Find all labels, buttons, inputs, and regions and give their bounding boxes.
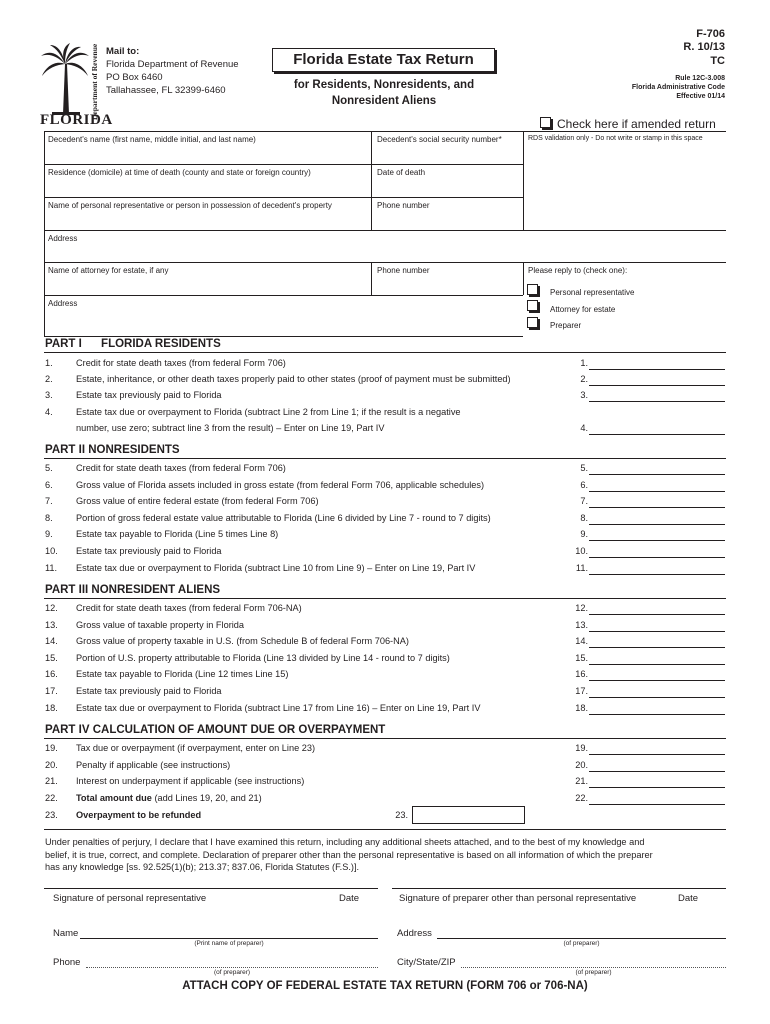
line-2-ref: 2. — [580, 374, 588, 384]
line-22-field[interactable] — [589, 804, 725, 805]
line-20-number: 20. — [45, 759, 58, 770]
line-12-text: Credit for state death taxes (from federal Form 706-NA) — [76, 603, 302, 613]
line-19-text: Tax due or overpayment (if overpayment, enter on Line 23) — [76, 743, 316, 753]
reply-option-attorney: Attorney for estate — [550, 305, 616, 314]
rep-name-label[interactable]: Name of personal representative or person in possession of decedent's property — [48, 201, 332, 210]
part1-heading — [45, 338, 221, 350]
florida-wordmark: FLORIDA — [40, 112, 113, 128]
line-11-field[interactable] — [589, 574, 725, 575]
declaration-rule — [44, 829, 726, 830]
line-17-ref: 17. — [575, 686, 588, 696]
preparer-name-label: Name — [53, 928, 79, 939]
part4-heading: PART IV CALCULATION OF AMOUNT DUE OR OVERPAYMENT — [45, 724, 386, 736]
line-1-number: 1. — [45, 358, 53, 368]
line-13-text: Gross value of taxable property in Florida — [76, 619, 245, 630]
line-11-text: Estate tax due or overpayment to Florida (subtract Line 10 from Line 9) – Enter on Line 19, Part IV — [76, 562, 476, 573]
line-10-ref: 10. — [575, 546, 588, 556]
of-preparer-hint-1: (of preparer) — [563, 940, 600, 947]
line-8-text: Portion of gross federal estate value attributable to Florida (Line 6 divided by Line 7 - round to 7 digits) — [76, 512, 491, 523]
declaration-text — [45, 836, 653, 874]
line-6-text: Gross value of Florida assets included in gross estate (from federal Form 706, applicable schedules) — [76, 479, 485, 490]
line-9-ref: 9. — [580, 529, 588, 540]
form-title-box — [272, 48, 495, 72]
line-10-field[interactable] — [589, 557, 725, 558]
line-20-ref: 20. — [575, 759, 588, 770]
sig-rep-date-label[interactable]: Date — [339, 893, 360, 904]
line-16-ref: 16. — [575, 669, 588, 680]
line-6-ref: 6. — [580, 479, 588, 490]
line-7-text: Gross value of entire federal estate (from federal Form 706) — [76, 496, 319, 507]
line-15-number: 15. — [45, 652, 58, 663]
line-18-ref: 18. — [575, 702, 588, 713]
part2-heading: PART II NONRESIDENTS — [45, 444, 180, 456]
line-17-text: Estate tax previously paid to Florida — [76, 686, 222, 696]
line-22-number: 22. — [45, 792, 58, 803]
line-9-field[interactable] — [589, 540, 725, 541]
line-18-number: 18. — [45, 702, 58, 713]
attorney-phone-label[interactable]: Phone number — [377, 266, 430, 275]
line-6-number: 6. — [45, 479, 53, 490]
declaration-line-3: has any knowledge [ss. 92.525(1)(b); 213.37; 837.06, Florida Statutes (F.S.)]. — [45, 862, 360, 872]
line-21-text: Interest on underpayment if applicable (see instructions) — [76, 776, 305, 787]
amended-label: Check here if amended return — [557, 117, 716, 131]
form-id-block — [632, 28, 725, 101]
mail-to-line2: PO Box 6460 — [106, 72, 163, 83]
line-8-field[interactable] — [589, 524, 725, 525]
line-1-field[interactable] — [589, 369, 725, 370]
part3-heading: PART III NONRESIDENT ALIENS — [45, 584, 221, 596]
footer-instruction: ATTACH COPY OF FEDERAL ESTATE TAX RETURN (FORM 706 or 706-NA) — [182, 980, 588, 992]
line-20-text: Penalty if applicable (see instructions) — [76, 759, 231, 770]
grid-rule-1 — [44, 164, 523, 165]
line-13-field[interactable] — [589, 631, 725, 632]
line-14-number: 14. — [45, 636, 58, 647]
part4-rule — [44, 738, 726, 739]
line-10-number: 10. — [45, 546, 58, 556]
grid-divider-3 — [371, 262, 372, 295]
part1-title: FLORIDA RESIDENTS — [101, 338, 221, 350]
line-13-ref: 13. — [575, 619, 588, 630]
reply-preparer-checkbox[interactable] — [527, 317, 538, 328]
grid-divider-2 — [523, 131, 524, 230]
rep-address-label[interactable]: Address — [48, 234, 78, 243]
line-4-field[interactable] — [589, 434, 725, 435]
date-of-death-label[interactable]: Date of death — [377, 168, 426, 177]
line-15-text: Portion of U.S. property attributable to Florida (Line 13 divided by Line 14 - round to 7 digits) — [76, 652, 450, 663]
line-5-text: Credit for state death taxes (from federal Form 706) — [76, 463, 286, 473]
reply-personal-rep-checkbox[interactable] — [527, 284, 538, 295]
line-3-number: 3. — [45, 390, 53, 400]
line-11-ref: 11. — [575, 562, 588, 573]
line-4-ref: 4. — [580, 423, 588, 433]
form-subtitle-2: Nonresident Aliens — [331, 95, 437, 107]
line-16-text: Estate tax payable to Florida (Line 12 times Line 15) — [76, 669, 289, 680]
line-23-text: Overpayment to be refunded — [76, 810, 202, 820]
mail-to-line1: Florida Department of Revenue — [106, 59, 239, 70]
line-7-ref: 7. — [580, 496, 588, 507]
line-3-text: Estate tax previously paid to Florida — [76, 390, 222, 400]
preparer-name-field[interactable] — [80, 938, 378, 939]
line-22-text — [76, 793, 262, 803]
form-code: TC — [710, 55, 725, 67]
line-3-ref: 3. — [580, 390, 588, 400]
decedent-ssn-label[interactable]: Decedent's social security number* — [377, 135, 502, 144]
part1-number: PART I — [45, 338, 82, 350]
line-6-field[interactable] — [589, 491, 725, 492]
line-21-ref: 21. — [575, 776, 588, 787]
part1-rule — [44, 352, 726, 353]
line-8-ref: 8. — [580, 512, 588, 523]
line-4-text-cont: number, use zero; subtract line 3 from the result) – Enter on Line 19, Part IV — [76, 423, 385, 433]
palm-tree-icon — [40, 42, 90, 116]
grid-rule-6 — [44, 336, 523, 337]
form-revision: R. 10/13 — [683, 41, 725, 53]
form-admin-code: Florida Administrative Code — [631, 84, 725, 91]
form-rule: Rule 12C-3.008 — [675, 75, 725, 82]
sig-rep-rule — [44, 888, 378, 889]
attorney-address-label[interactable]: Address — [48, 299, 78, 308]
reply-label: Please reply to (check one): — [528, 266, 628, 275]
grid-divider-1 — [371, 131, 372, 230]
mail-to-label: Mail to: — [106, 46, 140, 57]
rds-note: RDS validation only - Do not write or stamp in this space — [528, 135, 703, 142]
line-19-number: 19. — [45, 743, 58, 753]
line-12-ref: 12. — [575, 603, 588, 613]
agency-vertical-text: Department of Revenue — [90, 43, 99, 120]
line-21-number: 21. — [45, 776, 58, 787]
attorney-name-label[interactable]: Name of attorney for estate, if any — [48, 266, 169, 275]
sig-rep-label[interactable]: Signature of personal representative — [53, 893, 207, 904]
line-1-ref: 1. — [580, 358, 588, 368]
print-name-hint: (Print name of preparer) — [194, 940, 264, 947]
line-5-ref: 5. — [580, 463, 588, 473]
sig-prep-rule — [392, 888, 726, 889]
preparer-phone-label: Phone — [53, 957, 81, 968]
preparer-address-field[interactable] — [437, 938, 726, 939]
line-15-ref: 15. — [575, 652, 588, 663]
line-16-number: 16. — [45, 669, 58, 680]
preparer-address-label: Address — [397, 928, 432, 939]
line-10-text: Estate tax previously paid to Florida — [76, 546, 222, 556]
mail-to-block — [106, 45, 239, 97]
line-5-number: 5. — [45, 463, 53, 473]
of-preparer-hint-3: (of preparer) — [575, 969, 612, 976]
line-17-number: 17. — [45, 686, 58, 696]
part3-rule — [44, 598, 726, 599]
declaration-line-1: Under penalties of perjury, I declare that I have examined this return, including any additional sheets attached, and to the best of my knowledge and — [45, 837, 645, 847]
line-20-field[interactable] — [589, 771, 725, 772]
line-7-field[interactable] — [589, 507, 725, 508]
line-14-ref: 14. — [575, 636, 588, 647]
mail-to-line3: Tallahassee, FL 32399-6460 — [106, 85, 226, 96]
line-2-text: Estate, inheritance, or other death taxes properly paid to other states (proof of payment must be submitted) — [76, 374, 511, 384]
line-8-number: 8. — [45, 512, 53, 523]
line-4-number: 4. — [45, 407, 53, 417]
line-17-field[interactable] — [589, 697, 725, 698]
line-18-text: Estate tax due or overpayment to Florida (subtract Line 17 from Line 16) – Enter on Line 19, Part IV — [76, 702, 481, 713]
line-7-number: 7. — [45, 496, 53, 507]
line-3-field[interactable] — [589, 401, 725, 402]
line-1-text: Credit for state death taxes (from federal Form 706) — [76, 358, 286, 368]
line-22-ref: 22. — [575, 792, 588, 803]
part2-rule — [44, 458, 726, 459]
sig-prep-date-label[interactable]: Date — [678, 893, 699, 904]
grid-rule-3 — [44, 230, 726, 231]
line-18-field[interactable] — [589, 714, 725, 715]
residence-label[interactable]: Residence (domicile) at time of death (county and state or foreign country) — [48, 168, 311, 177]
line-21-field[interactable] — [589, 787, 725, 788]
line-14-text: Gross value of property taxable in U.S. (from Schedule B of federal Form 706-NA) — [76, 636, 409, 647]
line-19-ref: 19. — [575, 743, 588, 753]
line-16-field[interactable] — [589, 680, 725, 681]
line-9-text: Estate tax payable to Florida (Line 5 times Line 8) — [76, 529, 279, 540]
line-2-number: 2. — [45, 374, 53, 384]
sig-prep-label[interactable]: Signature of preparer other than personal representative — [399, 893, 637, 904]
line-23-ref: 23. — [395, 810, 408, 820]
line-15-field[interactable] — [589, 664, 725, 665]
line-22-rest-text: (add Lines 19, 20, and 21) — [151, 792, 262, 803]
line-5-field[interactable] — [589, 474, 725, 475]
line-14-field[interactable] — [589, 647, 725, 648]
preparer-city-field[interactable] — [461, 967, 726, 968]
reply-attorney-checkbox[interactable] — [527, 300, 538, 311]
line-23-number: 23. — [45, 810, 58, 820]
line-12-field[interactable] — [589, 614, 725, 615]
line-23-box[interactable] — [412, 806, 525, 824]
form-subtitle-1: for Residents, Nonresidents, and — [293, 79, 475, 91]
form-number: F-706 — [696, 28, 725, 40]
grid-top-rule — [44, 131, 726, 132]
preparer-city-label: City/State/ZIP — [397, 957, 456, 968]
rep-phone-label[interactable]: Phone number — [377, 201, 430, 210]
preparer-phone-field[interactable] — [86, 967, 378, 968]
grid-rule-2 — [44, 197, 523, 198]
form-title: Florida Estate Tax Return — [293, 51, 474, 68]
form-effective: Effective 01/14 — [676, 93, 725, 100]
line-2-field[interactable] — [589, 385, 725, 386]
reply-option-preparer: Preparer — [550, 321, 582, 330]
line-4-text: Estate tax due or overpayment to Florida (subtract Line 2 from Line 1; if the result is a negative — [76, 407, 461, 417]
grid-divider-4 — [523, 262, 524, 295]
line-11-number: 11. — [45, 562, 58, 573]
declaration-line-2: belief, it is true, correct, and complete. Declaration of preparer other than the personal representative is based on all information of which the preparer — [45, 849, 653, 860]
line-12-number: 12. — [45, 603, 58, 613]
amended-checkbox[interactable] — [540, 117, 551, 128]
of-preparer-hint-2: (of preparer) — [213, 969, 251, 976]
reply-option-personal-rep: Personal representative — [550, 288, 635, 297]
grid-left-border — [44, 131, 45, 337]
grid-rule-4 — [44, 262, 726, 263]
line-13-number: 13. — [45, 619, 58, 630]
grid-rule-5 — [44, 295, 523, 296]
decedent-name-label[interactable]: Decedent's name (first name, middle initial, and last name) — [48, 135, 256, 144]
line-22-bold-text: Total amount due — [76, 792, 152, 803]
line-19-field[interactable] — [589, 754, 725, 755]
line-9-number: 9. — [45, 529, 53, 540]
